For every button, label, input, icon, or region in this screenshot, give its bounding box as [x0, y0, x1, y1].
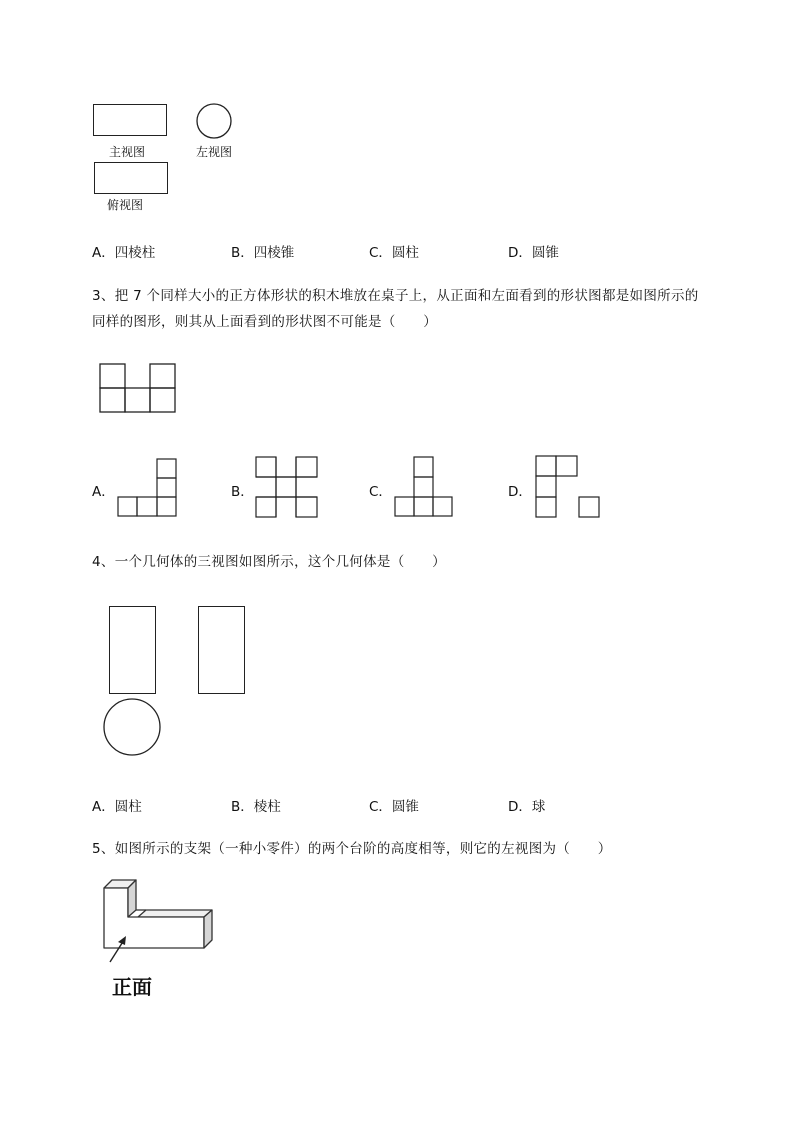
q5-front-label: 正面	[112, 975, 152, 999]
q2-option-b: B．四棱锥	[231, 245, 295, 261]
q3-option-c-label: C．	[369, 484, 392, 500]
q3-text-line2: 同样的图形，则其从上面看到的形状图不可能是（ ）	[92, 314, 437, 330]
q4-left-view-rect	[198, 606, 245, 694]
q4-option-b: B．棱柱	[231, 799, 281, 815]
q3-option-d-label: D．	[508, 484, 532, 500]
q2-front-view-rect	[93, 104, 167, 136]
q4-text: 4、一个几何体的三视图如图所示，这个几何体是（ ）	[92, 554, 446, 570]
q2-option-a: A．四棱柱	[92, 245, 156, 261]
q3-given-view	[99, 363, 177, 413]
q3-option-b-figure	[255, 456, 319, 520]
q2-top-view-rect	[94, 162, 168, 194]
q4-front-view-rect	[109, 606, 156, 694]
q2-option-c: C．圆柱	[369, 245, 419, 261]
q2-left-view-circle	[196, 104, 232, 140]
q4-option-a: A．圆柱	[92, 799, 142, 815]
q4-top-view-circle	[103, 698, 163, 758]
q2-front-view-label: 主视图	[109, 145, 146, 159]
q5-text: 5、如图所示的支架（一种小零件）的两个台阶的高度相等，则它的左视图为（ ）	[92, 841, 612, 857]
q3-option-c-figure	[394, 456, 454, 518]
q3-text-line1: 3、把 7 个同样大小的正方体形状的积木堆放在桌子上，从正面和左面看到的形状图都是如图所示的	[92, 288, 699, 304]
q3-option-d-figure	[535, 455, 601, 519]
q3-option-b-label: B．	[231, 484, 254, 500]
q2-option-d: D．圆锥	[508, 245, 559, 261]
q4-option-d: D．球	[508, 799, 546, 815]
q4-option-c: C．圆锥	[369, 799, 419, 815]
q3-option-a-label: A．	[92, 484, 115, 500]
q3-option-a-figure	[117, 458, 177, 518]
q5-bracket-figure	[98, 878, 218, 968]
q2-left-view-label: 左视图	[196, 145, 233, 159]
q2-top-view-label: 俯视图	[107, 198, 144, 212]
